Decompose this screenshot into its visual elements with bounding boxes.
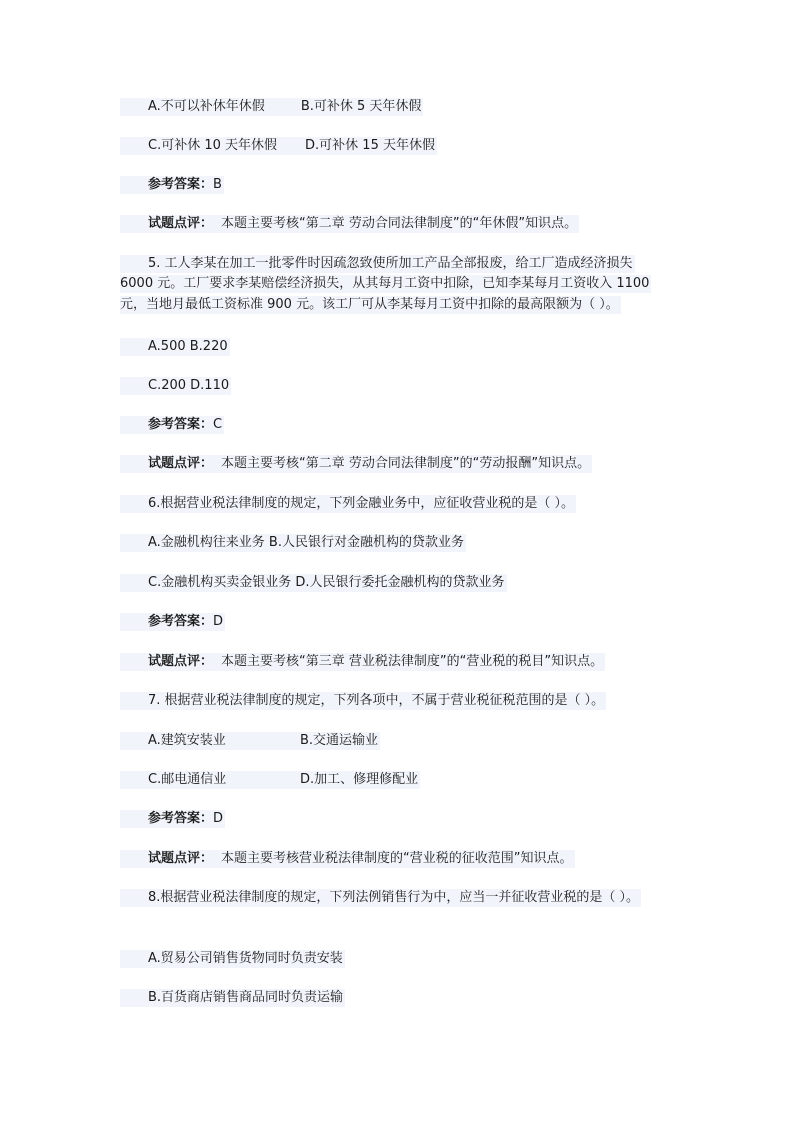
q5-comment: [120, 455, 592, 473]
q7-comment: [120, 850, 575, 868]
comment-label: 试题点评：: [148, 851, 214, 866]
q5-question-line2: 6000 元。工厂要求李某赔偿经济损失，从其每月工资中扣除，已知李某每月工资收入 1100: [120, 276, 650, 291]
answer-value: D: [213, 614, 224, 629]
comment-text: 本题主要考核“第三章 营业税法律制度”的“营业税的税目”知识点。: [221, 654, 604, 669]
comment-label: 试题点评：: [148, 216, 214, 231]
q4-option-d: D.可补休 15 天年休假: [305, 138, 435, 153]
q6-options-row1: A.金融机构往来业务 B.人民银行对金融机构的贷款业务: [120, 534, 466, 552]
q7-answer: [120, 810, 225, 828]
answer-label: 参考答案：: [148, 811, 214, 826]
comment-text: 本题主要考核营业税法律制度的“营业税的征收范围”知识点。: [221, 851, 573, 866]
answer-label: 参考答案：: [148, 614, 214, 629]
q7-options-row1: [120, 732, 380, 750]
q8-question: 8.根据营业税法律制度的规定，下列法例销售行为中，应当一并征收营业税的是（ ）。: [120, 889, 641, 907]
q7-options-row2: [120, 771, 420, 789]
q8-option-a: A.贸易公司销售货物同时负责安装: [120, 950, 345, 968]
q4-answer: [120, 176, 224, 194]
comment-text: 本题主要考核“第二章 劳动合同法律制度”的“年休假”知识点。: [221, 216, 578, 231]
q7-option-c: C.邮电通信业: [148, 772, 227, 787]
answer-value: D: [213, 811, 224, 826]
q7-question: 7. 根据营业税法律制度的规定，下列各项中，不属于营业税征税范围的是（ ）。: [120, 692, 606, 710]
q6-options-row2: C.金融机构买卖金银业务 D.人民银行委托金融机构的贷款业务: [120, 574, 507, 592]
q4-option-b: B.可补休 5 天年休假: [300, 99, 422, 114]
answer-value: C: [213, 417, 223, 432]
q4-comment: [120, 215, 579, 233]
q8-option-b: B.百货商店销售商品同时负责运输: [120, 989, 345, 1007]
q5-options-row1: A.500 B.220: [120, 338, 230, 356]
q7-option-a: A.建筑安装业: [148, 733, 226, 748]
q5-question-line3: 元，当地月最低工资标准 900 元。该工厂可从李某每月工资中扣除的最高限额为（ ）。: [120, 297, 619, 312]
answer-label: 参考答案：: [148, 417, 214, 432]
comment-label: 试题点评：: [148, 456, 214, 471]
q6-comment: [120, 653, 605, 671]
q4-option-a: A.不可以补休年休假: [148, 99, 265, 114]
comment-text: 本题主要考核“第二章 劳动合同法律制度”的“劳动报酬”知识点。: [221, 456, 591, 471]
answer-label: 参考答案：: [148, 177, 214, 192]
q7-option-d: D.加工、修理修配业: [300, 772, 419, 787]
q4-options-row1: [120, 98, 423, 116]
q5-options-row2: C.200 D.110: [120, 377, 231, 395]
q6-question: 6.根据营业税法律制度的规定，下列金融业务中，应征收营业税的是（ ）。: [120, 495, 576, 513]
q4-option-c: C.可补休 10 天年休假: [148, 138, 278, 153]
q5-question-line1: 5. 工人李某在加工一批零件时因疏忽致使所加工产品全部报废，给工厂造成经济损失: [120, 255, 635, 273]
q7-option-b: B.交通运输业: [300, 733, 379, 748]
q4-options-row2: [120, 137, 437, 155]
comment-label: 试题点评：: [148, 654, 214, 669]
answer-value: B: [213, 177, 222, 192]
q5-answer: [120, 416, 224, 434]
q6-answer: [120, 613, 225, 631]
